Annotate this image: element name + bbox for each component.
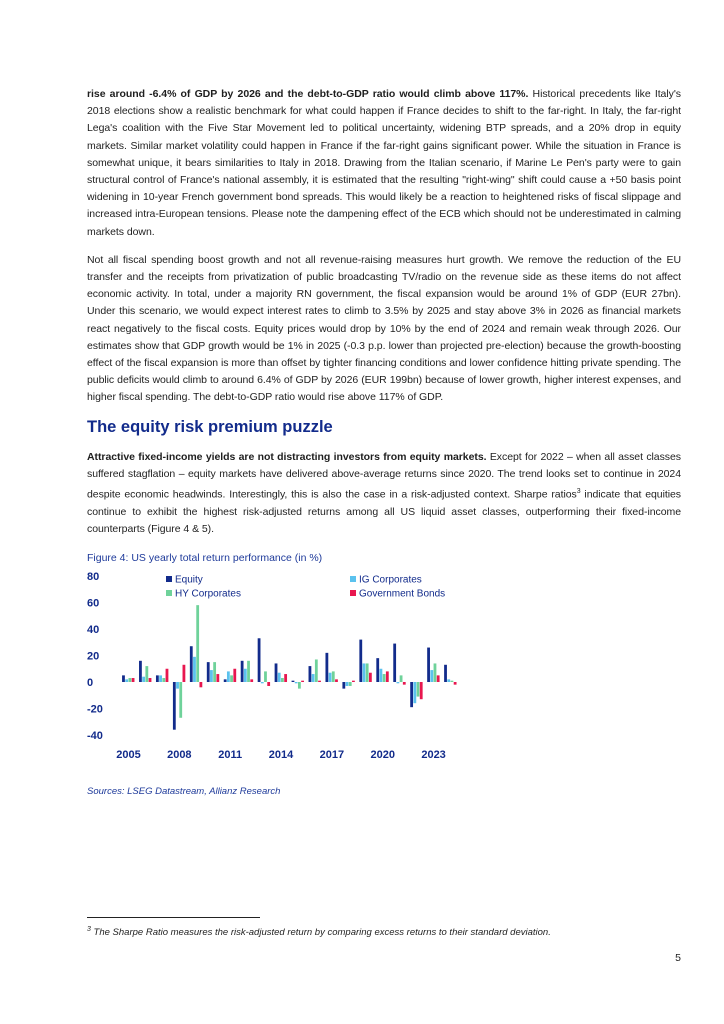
bar-equity-2018 xyxy=(342,682,345,689)
bar-ig-corporates-2023 xyxy=(430,670,433,682)
bar-ig-corporates-2010 xyxy=(210,670,213,682)
bar-ig-corporates-2019 xyxy=(363,664,366,683)
paragraph-3-body-b: indicate that equities continue to exhibit the highest risk-adjusted returns among all US liquid asset classes, outperforming their fixed-income counterparts (Figure 4 & 5). xyxy=(87,488,681,535)
bar-ig-corporates-2024 xyxy=(447,680,450,683)
bar-equity-2009 xyxy=(190,646,193,682)
bar-government-bonds-2014 xyxy=(284,674,287,682)
bar-government-bonds-2010 xyxy=(216,674,219,682)
bar-hy-corporates-2020 xyxy=(383,674,386,682)
bar-hy-corporates-2007 xyxy=(162,678,165,682)
paragraph-3 xyxy=(87,449,681,539)
bar-hy-corporates-2016 xyxy=(315,660,318,683)
bar-government-bonds-2022 xyxy=(420,682,423,699)
bar-equity-2006 xyxy=(139,661,142,682)
bar-equity-2005 xyxy=(122,676,125,683)
bar-equity-2024 xyxy=(444,665,447,682)
bar-government-bonds-2019 xyxy=(369,673,372,682)
bar-government-bonds-2008 xyxy=(183,665,186,682)
bar-hy-corporates-2023 xyxy=(434,664,437,683)
bar-ig-corporates-2020 xyxy=(380,669,383,682)
footnote-text: The Sharpe Ratio measures the risk-adjusted return by comparing excess returns to their standard deviation. xyxy=(90,927,551,939)
legend-label: HY Corporates xyxy=(175,588,241,600)
bar-government-bonds-2012 xyxy=(250,680,253,683)
footnote xyxy=(87,926,681,938)
legend-label: Equity xyxy=(175,574,203,586)
bar-ig-corporates-2013 xyxy=(261,682,264,683)
bar-hy-corporates-2019 xyxy=(366,664,369,683)
y-tick-label: -20 xyxy=(87,703,103,716)
bar-hy-corporates-2017 xyxy=(332,672,335,683)
x-tick-label: 2023 xyxy=(421,749,446,762)
y-tick-label: 80 xyxy=(87,571,100,584)
figure-sources: Sources: LSEG Datastream, Allianz Research xyxy=(87,786,281,798)
bar-equity-2023 xyxy=(427,648,430,682)
bar-ig-corporates-2017 xyxy=(329,673,332,682)
bar-ig-corporates-2009 xyxy=(193,657,196,682)
footnote-divider xyxy=(87,917,260,918)
bar-ig-corporates-2015 xyxy=(295,682,298,683)
bar-hy-corporates-2006 xyxy=(145,666,148,682)
bar-ig-corporates-2008 xyxy=(176,682,179,689)
bar-government-bonds-2013 xyxy=(267,682,270,686)
y-tick-label: 0 xyxy=(87,677,94,690)
bar-government-bonds-2006 xyxy=(149,678,152,682)
paragraph-3-lead: Attractive fixed-income yields are not distracting investors from equity markets. xyxy=(87,450,487,463)
x-tick-label: 2011 xyxy=(218,749,243,762)
x-tick-label: 2020 xyxy=(370,749,395,762)
bar-ig-corporates-2007 xyxy=(159,676,162,683)
bar-government-bonds-2023 xyxy=(437,676,440,683)
bar-equity-2017 xyxy=(325,653,328,682)
bar-ig-corporates-2006 xyxy=(142,677,145,682)
section-heading: The equity risk premium puzzle xyxy=(87,417,333,436)
bar-hy-corporates-2022 xyxy=(417,682,420,697)
bar-government-bonds-2009 xyxy=(199,682,202,687)
bar-equity-2013 xyxy=(258,638,261,682)
bar-government-bonds-2017 xyxy=(335,680,338,683)
bar-hy-corporates-2018 xyxy=(349,682,352,686)
x-tick-label: 2008 xyxy=(167,749,192,762)
bar-hy-corporates-2011 xyxy=(230,676,233,683)
bar-equity-2016 xyxy=(309,666,312,682)
bar-hy-corporates-2021 xyxy=(400,676,403,683)
bar-government-bonds-2016 xyxy=(318,681,321,682)
bar-ig-corporates-2014 xyxy=(278,673,281,682)
bar-ig-corporates-2022 xyxy=(413,682,416,703)
bar-government-bonds-2018 xyxy=(352,681,355,682)
bar-hy-corporates-2009 xyxy=(196,605,199,682)
bar-government-bonds-2011 xyxy=(233,669,236,682)
bar-equity-2014 xyxy=(275,664,278,683)
y-tick-label: 20 xyxy=(87,650,100,663)
bar-ig-corporates-2012 xyxy=(244,669,247,682)
bar-equity-2015 xyxy=(292,681,295,682)
bar-hy-corporates-2014 xyxy=(281,678,284,682)
bar-hy-corporates-2010 xyxy=(213,662,216,682)
bar-ig-corporates-2011 xyxy=(227,672,230,683)
paragraph-1-lead: rise around -6.4% of GDP by 2026 and the debt-to-GDP ratio would climb above 117%. xyxy=(87,88,529,100)
bar-government-bonds-2020 xyxy=(386,672,389,683)
bar-hy-corporates-2008 xyxy=(179,682,182,718)
bar-equity-2012 xyxy=(241,661,244,682)
bar-hy-corporates-2005 xyxy=(128,678,131,682)
legend-label: IG Corporates xyxy=(359,574,422,586)
paragraph-3-body-a: Except for 2022 – when all asset classes suffered stagflation – equity markets have delivered above-average returns since 2020. The trend looks set to continue in 2024 despite economic headwinds. Interestingly, this is also the case in a risk-adjusted context. Sharpe ratios xyxy=(87,450,681,501)
bar-hy-corporates-2015 xyxy=(298,682,301,689)
bar-hy-corporates-2013 xyxy=(264,672,267,683)
page-content xyxy=(87,86,681,797)
bar-equity-2007 xyxy=(156,676,159,683)
bar-government-bonds-2024 xyxy=(454,682,457,685)
bar-ig-corporates-2018 xyxy=(346,682,349,686)
bar-ig-corporates-2016 xyxy=(312,674,315,682)
page-number: 5 xyxy=(675,952,681,964)
paragraph-2 xyxy=(87,252,681,407)
bar-equity-2011 xyxy=(224,680,227,683)
bar-equity-2019 xyxy=(359,640,362,682)
bar-hy-corporates-2024 xyxy=(451,681,454,682)
legend-swatch xyxy=(350,576,356,582)
bar-ig-corporates-2005 xyxy=(125,680,128,683)
y-tick-label: -40 xyxy=(87,730,103,743)
x-tick-label: 2005 xyxy=(116,749,141,762)
figure-4-chart xyxy=(87,570,467,780)
bar-equity-2021 xyxy=(393,644,396,682)
bar-equity-2008 xyxy=(173,682,176,730)
footnote-marker: 3 xyxy=(87,926,91,933)
figure-title: Figure 4: US yearly total return performance (in %) xyxy=(87,552,323,565)
y-tick-label: 60 xyxy=(87,597,100,610)
bar-equity-2022 xyxy=(410,682,413,707)
legend-label: Government Bonds xyxy=(359,588,446,600)
legend-swatch xyxy=(350,590,356,596)
bar-government-bonds-2015 xyxy=(301,681,304,682)
footnote-reference[interactable]: 3 xyxy=(576,488,581,496)
chart-svg xyxy=(87,570,467,780)
bar-equity-2010 xyxy=(207,662,210,682)
bar-government-bonds-2005 xyxy=(132,678,135,682)
bar-equity-2020 xyxy=(376,658,379,682)
x-tick-label: 2014 xyxy=(268,749,294,762)
legend-swatch xyxy=(166,590,172,596)
bar-hy-corporates-2012 xyxy=(247,661,250,682)
y-tick-label: 40 xyxy=(87,624,100,637)
paragraph-1 xyxy=(87,86,681,241)
bar-ig-corporates-2021 xyxy=(396,682,399,683)
legend-swatch xyxy=(166,576,172,582)
paragraph-2-body: Not all fiscal spending boost growth and not all revenue-raising measures hurt growth. We remove the reduction of the EU transfer and the receipts from privatization of public broadcasting TV/radio on the revenue side as these items do not affect economic activity. In total, under a majority RN government, the fiscal expansion would be around 1% of GDP (EUR 27bn). Under this scenario, we would expect interest rates to climb to 3.5% by 2025 and stay above 3% in 2026 as financial markets react negatively to the fiscal costs. Equity prices would drop by 10% by the end of 2024 and remain weak through 2026. Our estimates show that GDP growth would be 1% in 2025 (-0.3 p.p. lower than projected pre-election) because the growth-boosting effect of the fiscal expansion is more than offset by tighter financing conditions and lower confidence hitting private spending. The public deficits would climb to around 6.4% of GDP by 2026 (EUR 199bn) because of lower growth, higher interest expenses, and higher fiscal spending. The debt-to-GDP ratio would rise above 117% of GDP. xyxy=(87,253,681,404)
x-tick-label: 2017 xyxy=(319,749,345,762)
bar-government-bonds-2021 xyxy=(403,682,406,685)
bar-government-bonds-2007 xyxy=(166,669,169,682)
paragraph-1-body: Historical precedents like Italy's 2018 elections show a realistic benchmark for what could happen if France decides to shift to the far-right. In Italy, the far-right Lega's coalition with the Five Star Movement led to political uncertainty, widening BTP spreads, and a 20% drop in equity markets. Similar market volatility could happen in France if the far-right gains significant power. While the situation in France is somewhat unique, it bears similarities to Italy in 2018. Drawing from the Italian scenario, if Marine Le Pen's party were to gain structural control of France's national assembly, it is estimated that the resulting "right-wing" shift could cause a +50 basis point widening in 10-year French government bond spreads. This would likely be a reaction to heightened risks of fiscal slippage and increased intra-European tensions. Please note the dampening effect of the ECB which should not be underestimated in calming markets down. xyxy=(87,88,681,238)
